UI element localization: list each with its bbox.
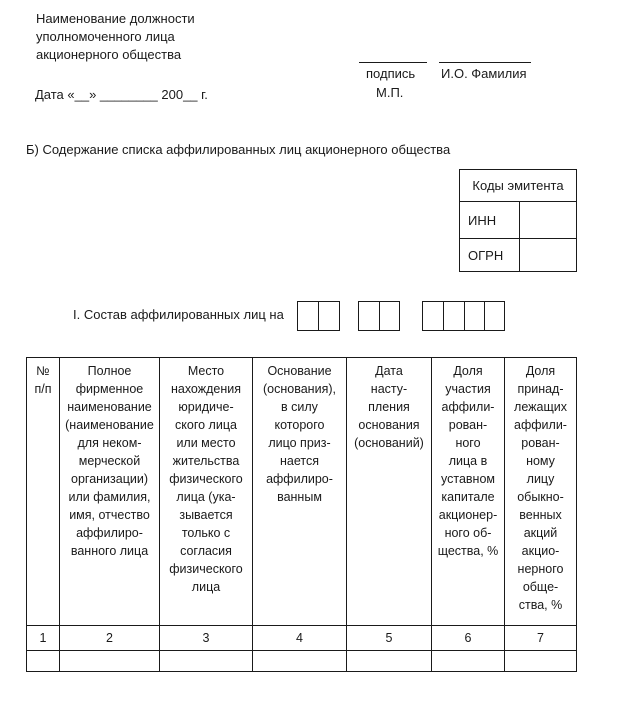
- month-boxes[interactable]: [358, 301, 400, 331]
- position-title-block: [36, 10, 195, 64]
- column-number: 3: [160, 626, 253, 651]
- year-box-divider: [464, 302, 465, 330]
- month-box-divider: [379, 302, 380, 330]
- col-header-full-name: Полное фирменное наименование (наименование для неком- мерческой организации) или фамилия, имя, отчество аффилиро- ванного лица: [60, 358, 160, 626]
- table-cell[interactable]: [160, 651, 253, 672]
- year-boxes[interactable]: [422, 301, 505, 331]
- year-box-divider: [484, 302, 485, 330]
- position-line-2: уполномоченного лица: [36, 29, 175, 44]
- col-header-basis-date: Дата насту- пления основания (оснований): [347, 358, 432, 626]
- table-cell[interactable]: [347, 651, 432, 672]
- issuer-codes-table: [459, 169, 577, 272]
- column-number: 5: [347, 626, 432, 651]
- inn-value-field[interactable]: [519, 202, 577, 239]
- table-cell[interactable]: [60, 651, 160, 672]
- position-line-1: Наименование должности: [36, 11, 195, 26]
- day-box-divider: [318, 302, 319, 330]
- column-number: 4: [253, 626, 347, 651]
- col-header-shares-share: Доля принад- лежащих аффили- рован- ному лицу обыкно- венных акций акцио- нерного обще- ства, %: [505, 358, 577, 626]
- year-box-divider: [443, 302, 444, 330]
- affiliated-persons-table: [26, 357, 577, 672]
- signature-label: подпись: [366, 66, 416, 81]
- ogrn-label: ОГРН: [460, 239, 520, 272]
- table-header-row: [27, 358, 577, 626]
- col-header-basis: Основание (основания), в силу которого лицо приз- нается аффилиро- ванным: [253, 358, 347, 626]
- column-number: 2: [60, 626, 160, 651]
- ogrn-value-field[interactable]: [519, 239, 577, 272]
- col-header-location: Место нахождения юридиче- ского лица или место жительства физического лица (ука- зывается только с согласия физического лица: [160, 358, 253, 626]
- column-number: 6: [432, 626, 505, 651]
- issuer-code-row: [460, 202, 577, 239]
- column-number: 1: [27, 626, 60, 651]
- table-cell[interactable]: [432, 651, 505, 672]
- section-b-title: Б) Содержание списка аффилированных лиц акционерного общества: [26, 142, 451, 157]
- stamp-label: М.П.: [376, 85, 404, 100]
- issuer-codes-header: Коды эмитента: [460, 170, 577, 202]
- day-boxes[interactable]: [297, 301, 340, 331]
- col-header-capital-share: Доля участия аффили- рован- ного лица в уставном капитале акционер- ного об- щества, %: [432, 358, 505, 626]
- table-cell[interactable]: [253, 651, 347, 672]
- name-label: И.О. Фамилия: [441, 66, 527, 81]
- inn-label: ИНН: [460, 202, 520, 239]
- signature-line[interactable]: [359, 62, 427, 63]
- name-line[interactable]: [439, 62, 531, 63]
- col-header-number: № п/п: [27, 358, 60, 626]
- position-line-3: акционерного общества: [36, 47, 182, 62]
- section-1-title: I. Состав аффилированных лиц на: [73, 307, 284, 322]
- table-cell[interactable]: [505, 651, 577, 672]
- table-row: [27, 651, 577, 672]
- column-number: 7: [505, 626, 577, 651]
- date-line: Дата «__» ________ 200__ г.: [35, 87, 208, 102]
- table-cell[interactable]: [27, 651, 60, 672]
- column-number-row: [27, 626, 577, 651]
- issuer-code-row: [460, 239, 577, 272]
